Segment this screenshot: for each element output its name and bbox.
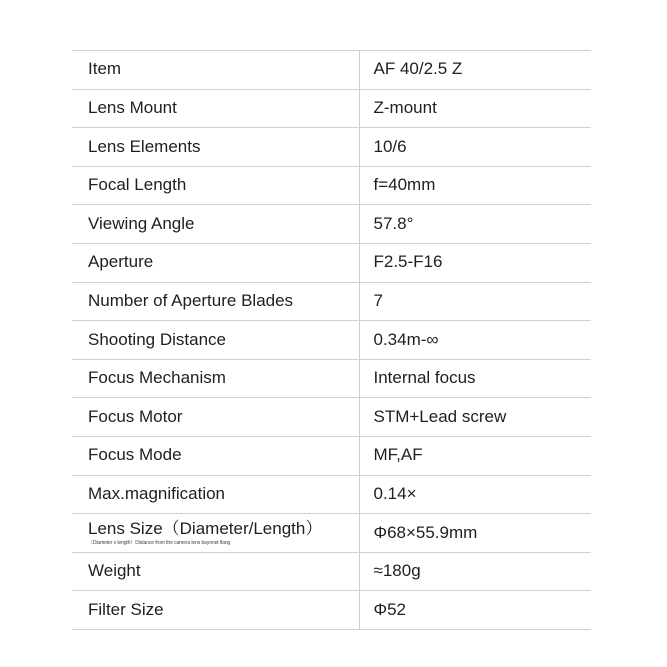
table-row-focal-length	[72, 166, 591, 205]
spec-value: Z-mount	[359, 89, 591, 128]
spec-value: Φ52	[359, 591, 591, 630]
table-row-shooting-distance	[72, 321, 591, 360]
spec-label: Focus Motor	[72, 398, 359, 437]
spec-value: 0.34m-∞	[359, 321, 591, 360]
spec-label: Shooting Distance	[72, 321, 359, 360]
spec-label: Filter Size	[72, 591, 359, 630]
spec-value: 0.14×	[359, 475, 591, 514]
spec-label: Item	[72, 51, 359, 90]
spec-value: 7	[359, 282, 591, 321]
spec-label: Lens Size（Diameter/Length）	[88, 518, 323, 538]
table-row-focus-mode	[72, 436, 591, 475]
table-row-lens-elements	[72, 128, 591, 167]
spec-label: Focus Mechanism	[72, 359, 359, 398]
table-row-lens-size	[72, 514, 591, 553]
spec-label: Focus Mode	[72, 436, 359, 475]
spec-value: 57.8°	[359, 205, 591, 244]
spec-label: Lens Mount	[72, 89, 359, 128]
table-row-viewing-angle	[72, 205, 591, 244]
table-row-focus-mechanism	[72, 359, 591, 398]
table-row-aperture-blades	[72, 282, 591, 321]
spec-value: 10/6	[359, 128, 591, 167]
spec-value: F2.5-F16	[359, 243, 591, 282]
spec-value: MF,AF	[359, 436, 591, 475]
spec-label: Weight	[72, 552, 359, 591]
spec-label: Number of Aperture Blades	[72, 282, 359, 321]
lens-spec-table	[72, 50, 591, 630]
table-row-focus-motor	[72, 398, 591, 437]
spec-value: f=40mm	[359, 166, 591, 205]
table-row-max-magnification	[72, 475, 591, 514]
spec-label: Focal Length	[72, 166, 359, 205]
spec-label: Max.magnification	[72, 475, 359, 514]
spec-label-lens-size	[72, 514, 359, 553]
spec-value: ≈180g	[359, 552, 591, 591]
table-row-aperture	[72, 243, 591, 282]
spec-value: STM+Lead screw	[359, 398, 591, 437]
spec-value: Internal focus	[359, 359, 591, 398]
table-row-weight	[72, 552, 591, 591]
spec-label: Viewing Angle	[72, 205, 359, 244]
table-row-filter-size	[72, 591, 591, 630]
spec-label: Aperture	[72, 243, 359, 282]
lens-size-footnote: （Diameter x length）Distance from the camera lens bayonet flang	[88, 540, 231, 547]
spec-value: AF 40/2.5 Z	[359, 51, 591, 90]
table-row-lens-mount	[72, 89, 591, 128]
spec-label: Lens Elements	[72, 128, 359, 167]
table-row-item	[72, 51, 591, 90]
spec-value: Φ68×55.9mm	[359, 514, 591, 553]
